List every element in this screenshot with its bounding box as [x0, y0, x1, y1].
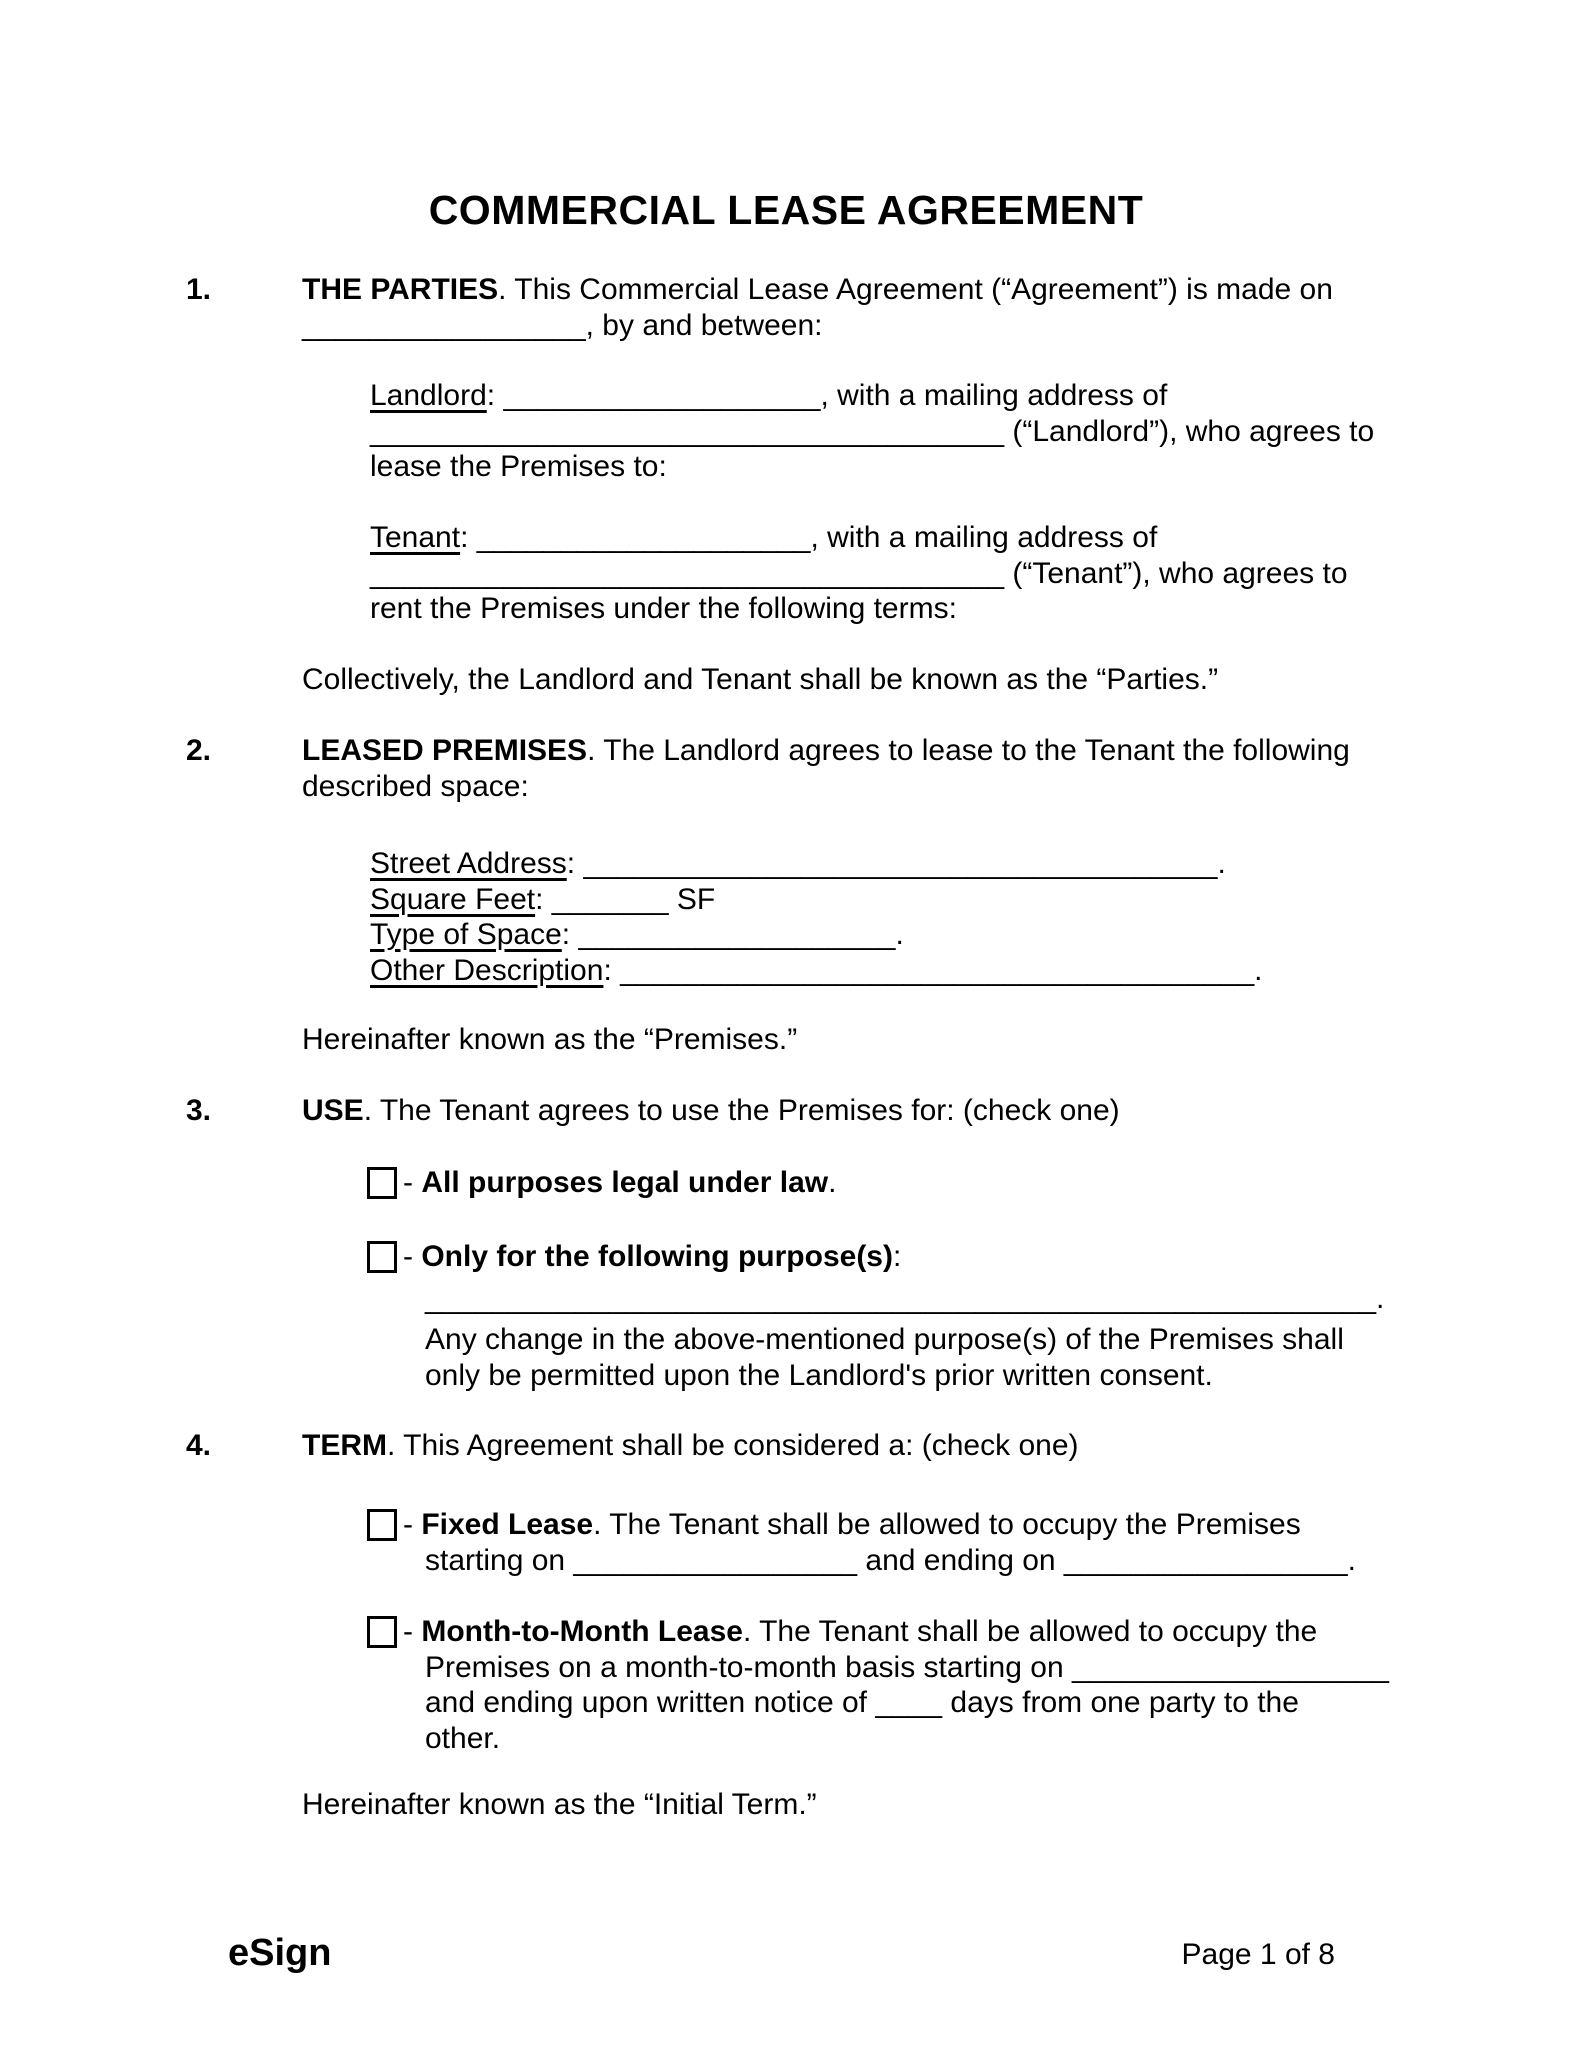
use-option-all	[367, 1165, 1390, 1201]
square-feet-blank: _______	[551, 882, 669, 916]
m2m-text: . The Tenant shall be allowed to occupy the	[742, 1615, 1318, 1648]
hereinafter-initial-term-line: Hereinafter known as the “Initial Term.”	[302, 1788, 817, 1821]
parties-intro-text2: , by and between:	[585, 308, 823, 342]
street-address-sep: :	[566, 847, 584, 880]
type-of-space-blank: ___________________	[578, 918, 896, 951]
section-heading: TERM	[302, 1429, 387, 1462]
use-option-only	[367, 1239, 1390, 1393]
fixed-lease-line2	[425, 1543, 1390, 1579]
tenant-line3: rent the Premises under the following terms:	[370, 592, 957, 625]
fixed-lease-label: Fixed Lease	[421, 1508, 594, 1541]
m2m-label: Month-to-Month Lease	[421, 1615, 743, 1648]
square-feet-row	[370, 882, 1390, 918]
checkbox-icon[interactable]	[367, 1509, 397, 1541]
option-all-rest: .	[828, 1166, 837, 1199]
section-number: 3.	[186, 1094, 212, 1127]
tenant-name-blank: ____________________	[476, 521, 811, 554]
use-intro-text: . The Tenant agrees to use the Premises for: (check one)	[363, 1094, 1120, 1127]
section-number: 4.	[186, 1429, 212, 1462]
checkbox-dash: -	[403, 1508, 422, 1541]
fixed-lease-pre: starting on	[425, 1543, 574, 1577]
tenant-label-sep: :	[460, 521, 477, 554]
landlord-line1	[370, 378, 1390, 414]
other-description-label: Other Description	[370, 953, 604, 987]
landlord-line1-text: , with a mailing address of	[820, 379, 1168, 412]
landlord-line2	[370, 414, 1390, 450]
tenant-line2	[370, 556, 1390, 592]
checkbox-dash: -	[403, 1615, 422, 1648]
tenant-line2-text: (“Tenant”), who agrees to	[1004, 556, 1348, 590]
section-number: 1.	[186, 273, 212, 306]
esign-logo: eSign	[228, 1932, 332, 1974]
tenant-block	[370, 520, 1390, 627]
type-of-space-sep: :	[561, 918, 579, 951]
landlord-name-blank: ___________________	[503, 379, 821, 412]
m2m-line4: other.	[425, 1721, 501, 1755]
m2m-pre: Premises on a month-to-month basis starting on	[425, 1650, 1072, 1684]
m2m-line2	[425, 1650, 1390, 1686]
street-address-row	[370, 846, 1390, 882]
street-address-label: Street Address	[370, 847, 567, 880]
parties-intro-line2	[302, 308, 1390, 344]
m2m-line3	[425, 1685, 1390, 1721]
m2m-line1	[367, 1614, 1390, 1650]
fixed-lease-end: .	[1347, 1543, 1356, 1577]
document-title: COMMERCIAL LEASE AGREEMENT	[428, 187, 1144, 233]
landlord-address-blank: ______________________________________	[370, 414, 1005, 448]
street-address-rest: .	[1217, 847, 1226, 880]
premises-intro-text: . The Landlord agrees to lease to the Tenant the following	[587, 734, 1350, 767]
term-option-month-to-month	[367, 1614, 1390, 1756]
checkbox-dash: -	[403, 1166, 422, 1199]
landlord-block	[370, 378, 1390, 485]
section-leased-premises	[186, 733, 1390, 804]
purpose-blank-line	[425, 1281, 1390, 1317]
section-heading: LEASED PREMISES	[302, 734, 588, 767]
checkbox-icon[interactable]	[367, 1241, 397, 1273]
option-only-rest: :	[892, 1240, 902, 1273]
other-description-blank: ______________________________________	[620, 953, 1255, 987]
section-heading: THE PARTIES	[302, 273, 499, 306]
tenant-label: Tenant	[370, 521, 461, 554]
landlord-label: Landlord	[370, 379, 487, 412]
landlord-label-sep: :	[486, 379, 504, 412]
section-term	[186, 1428, 1390, 1464]
m2m-notice-rest: days from one party to the	[942, 1686, 1299, 1719]
parties-intro-line	[302, 272, 1390, 308]
purpose-note-line2: only be permitted upon the Landlord's prior written consent.	[425, 1358, 1213, 1392]
fixed-lease-mid: and ending on	[857, 1543, 1064, 1577]
fixed-lease-text: . The Tenant shall be allowed to occupy the Premises	[593, 1508, 1301, 1541]
fixed-start-blank: _________________	[573, 1543, 858, 1577]
use-intro-line	[302, 1093, 1390, 1129]
premises-intro-line2: described space:	[302, 769, 529, 803]
m2m-notice-pre: and ending upon written notice of	[425, 1686, 876, 1719]
agreement-date-blank: _________________	[302, 308, 586, 342]
section-number: 2.	[186, 734, 212, 767]
checkbox-dash: -	[403, 1240, 422, 1273]
term-intro-text: . This Agreement shall be considered a: (check one)	[387, 1429, 1079, 1462]
landlord-line2-text: (“Landlord”), who agrees to	[1004, 414, 1375, 448]
option-only-label: Only for the following purpose(s)	[421, 1240, 893, 1273]
checkbox-icon[interactable]	[367, 1616, 397, 1648]
purpose-note-line1: Any change in the above-mentioned purpose(s) of the Premises shall	[425, 1323, 1344, 1356]
premises-intro-line	[302, 733, 1390, 769]
tenant-line1-text: , with a mailing address of	[810, 521, 1158, 554]
parties-intro-text: . This Commercial Lease Agreement (“Agreement”) is made on	[498, 273, 1333, 306]
other-description-rest: .	[1254, 953, 1263, 987]
section-heading: USE	[302, 1094, 364, 1127]
type-of-space-row	[370, 917, 1390, 953]
fixed-end-blank: _________________	[1063, 1543, 1348, 1577]
tenant-line1	[370, 520, 1390, 556]
m2m-notice-blank: ____	[875, 1686, 943, 1719]
hereinafter-premises-line: Hereinafter known as the “Premises.”	[302, 1023, 798, 1056]
purpose-blank-rest: .	[1376, 1281, 1385, 1315]
street-address-blank: ______________________________________	[583, 847, 1218, 880]
term-intro-line	[302, 1428, 1390, 1464]
section-parties	[186, 272, 1390, 343]
type-of-space-label: Type of Space	[370, 918, 562, 951]
term-option-fixed	[367, 1507, 1390, 1578]
other-description-sep: :	[603, 953, 621, 987]
square-feet-sep: :	[535, 882, 552, 916]
m2m-start-blank: ___________________	[1071, 1650, 1389, 1684]
option-all-label: All purposes legal under law	[421, 1166, 829, 1199]
option-all-line	[367, 1165, 1390, 1201]
section-use	[186, 1093, 1390, 1129]
square-feet-rest: SF	[668, 882, 716, 916]
checkbox-icon[interactable]	[367, 1167, 397, 1199]
landlord-line3: lease the Premises to:	[370, 450, 667, 483]
tenant-address-blank: ______________________________________	[370, 556, 1005, 590]
premises-fields	[370, 846, 1390, 988]
square-feet-label: Square Feet	[370, 882, 536, 916]
page-number: Page 1 of 8	[1181, 1938, 1335, 1971]
option-only-line	[367, 1239, 1390, 1275]
other-description-row	[370, 953, 1390, 989]
type-of-space-rest: .	[895, 918, 904, 951]
collectively-line: Collectively, the Landlord and Tenant shall be known as the “Parties.”	[302, 663, 1219, 696]
fixed-lease-line1	[367, 1507, 1390, 1543]
purpose-blank: _________________________________________________________	[425, 1281, 1377, 1315]
